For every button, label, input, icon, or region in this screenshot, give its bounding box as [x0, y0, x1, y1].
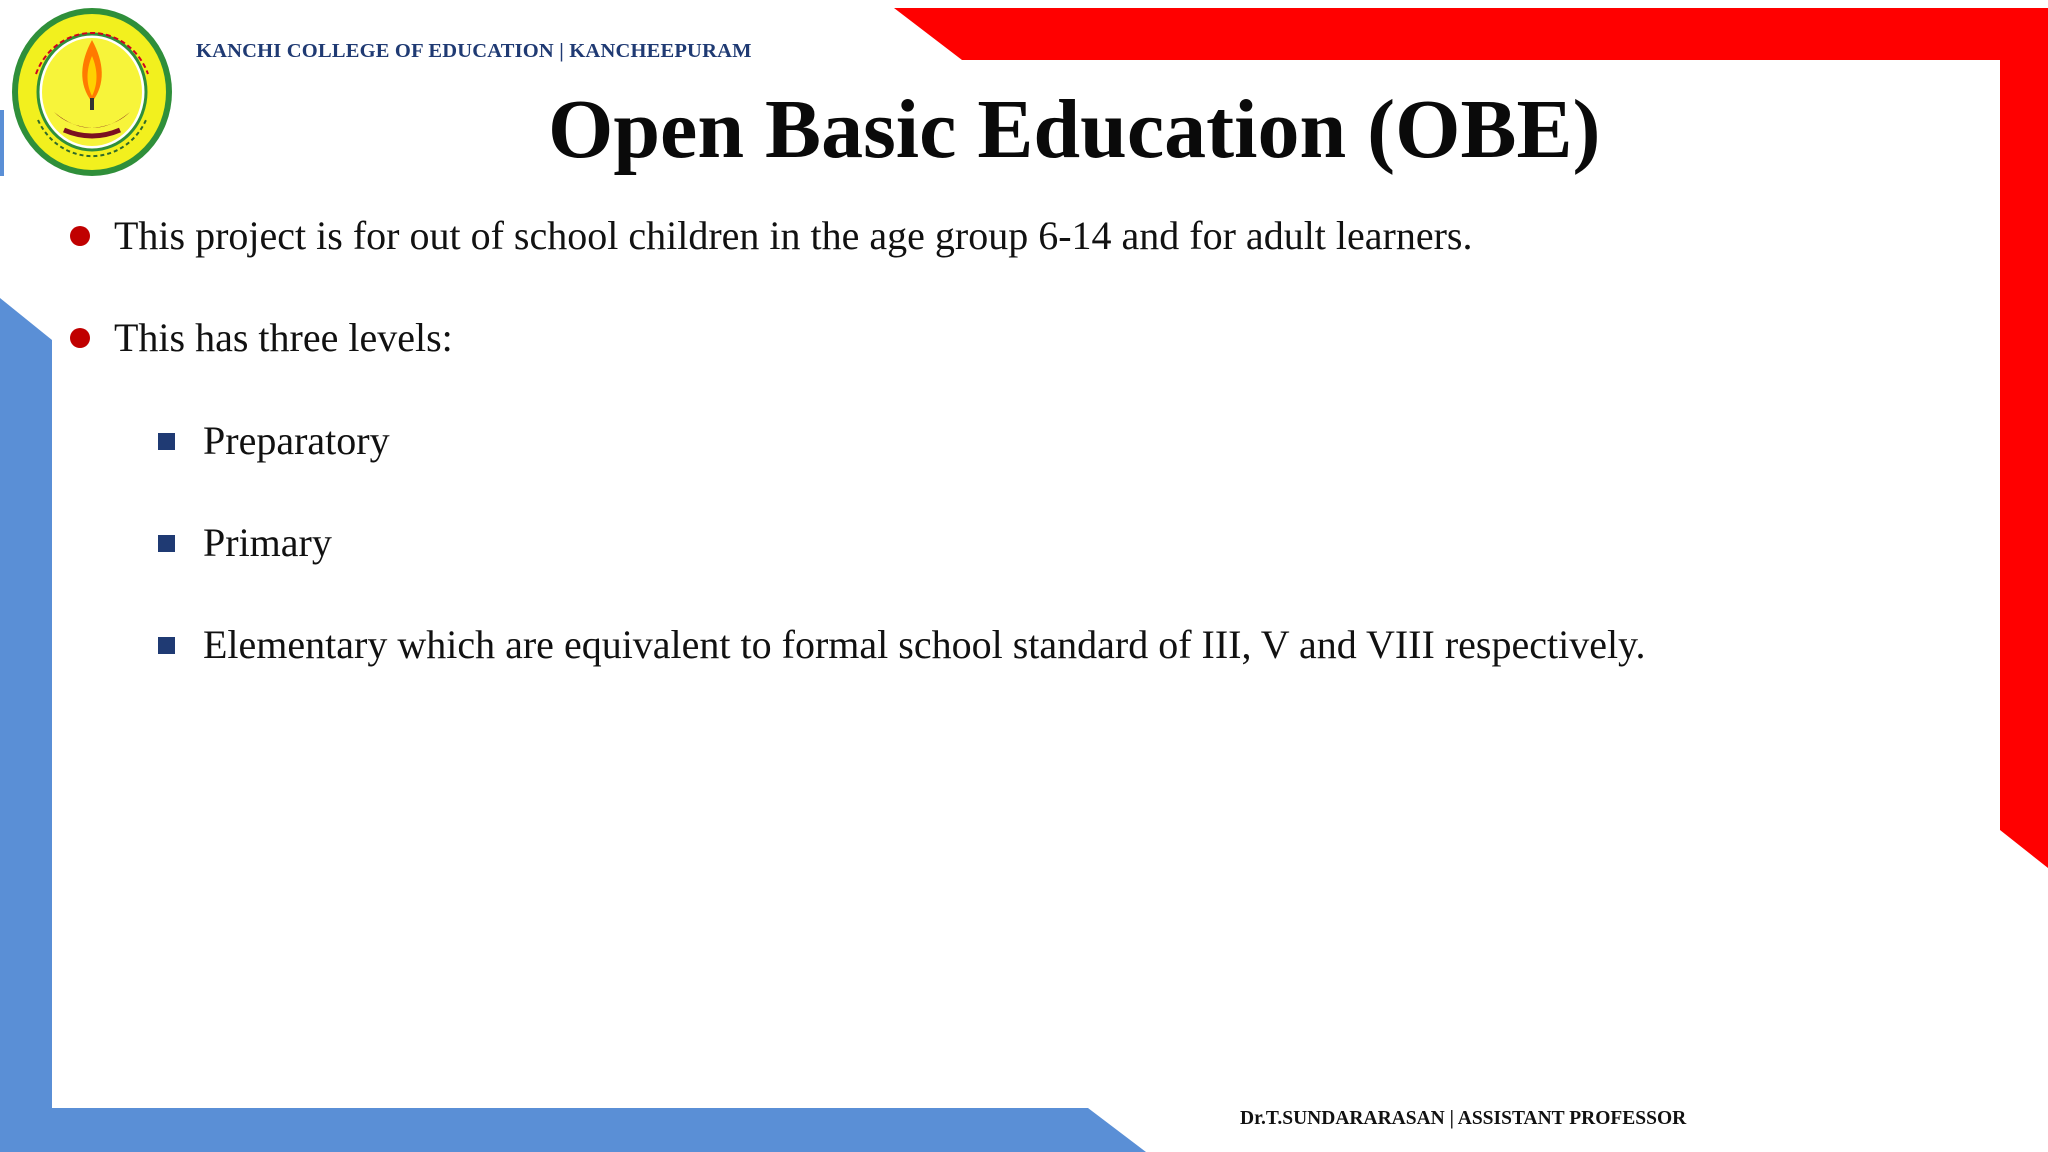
bullet-item [70, 211, 1473, 261]
sub-bullet-text: Primary [203, 520, 332, 565]
sub-bullet-item [158, 518, 332, 568]
college-logo [8, 4, 176, 180]
bullet-item [70, 313, 453, 363]
college-name: KANCHI COLLEGE OF EDUCATION | KANCHEEPURAM [196, 40, 752, 62]
left-edge-accent [0, 110, 4, 176]
bullet-text: This has three levels: [114, 315, 453, 360]
sub-bullet-item [158, 620, 1645, 670]
square-bullet-icon [158, 433, 175, 450]
footer-credit: Dr.T.SUNDARARASAN | ASSISTANT PROFESSOR [1240, 1108, 1687, 1129]
sub-bullet-text: Elementary which are equivalent to formal school standard of III, V and VIII respectively. [203, 622, 1646, 667]
sub-bullet-item [158, 416, 390, 466]
red-dot-bullet-icon [70, 328, 90, 348]
square-bullet-icon [158, 637, 175, 654]
page-title: Open Basic Education (OBE) [548, 83, 1601, 176]
square-bullet-icon [158, 535, 175, 552]
red-dot-bullet-icon [70, 226, 90, 246]
sub-bullet-text: Preparatory [203, 418, 390, 463]
bullet-text: This project is for out of school children in the age group 6-14 and for adult learners. [114, 213, 1473, 258]
